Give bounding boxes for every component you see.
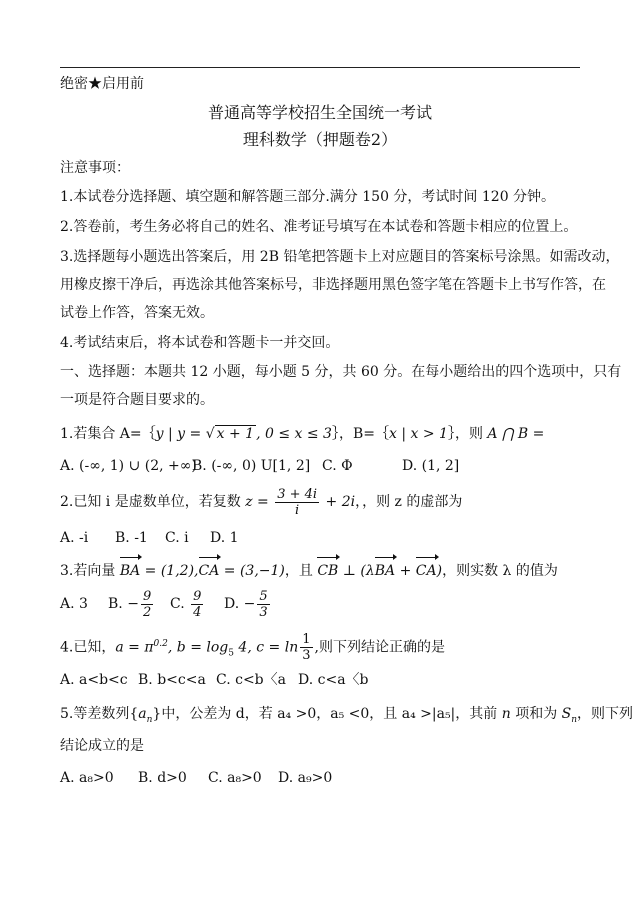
q4-a-exp: 0.2 bbox=[153, 639, 168, 649]
q5-option-c: C. a₈>0 bbox=[208, 770, 262, 786]
q3-post: ，则实数 λ 的值为 bbox=[442, 563, 558, 579]
q3-vector-cb: CB bbox=[317, 558, 338, 584]
exam-subtitle: 理科数学（押题卷2） bbox=[242, 130, 398, 149]
question-1 bbox=[60, 424, 544, 444]
q3-mid: ，且 bbox=[284, 563, 318, 579]
q5-post: ，则下列 bbox=[577, 706, 634, 722]
question-5 bbox=[60, 704, 633, 730]
q2-option-c: C. i bbox=[165, 530, 189, 546]
q5-option-d: D. a₉>0 bbox=[278, 770, 333, 786]
q4-option-b: B. b<c<a bbox=[138, 672, 206, 688]
question-4 bbox=[60, 628, 445, 669]
confidential-label: 绝密★启用前 bbox=[60, 76, 144, 92]
q1-pre: 1.若集合 A=｛ bbox=[60, 426, 156, 442]
note-3a: 3.选择题每小题选出答案后，用 2B 铅笔把答题卡上对应题目的答案标号涂黑。如需改动， bbox=[60, 249, 620, 265]
q3-vector-ba-2: BA bbox=[375, 558, 395, 584]
q5-a-sub: n bbox=[146, 714, 153, 725]
q1-option-a: A. (-∞, 1) ∪ (2, +∞) bbox=[60, 458, 197, 474]
q3-vector-ca-2: CA bbox=[416, 558, 437, 584]
q3-plus: + bbox=[395, 563, 416, 579]
q1-option-d: D. (1, 2] bbox=[402, 458, 460, 474]
q3-c-num: 9 bbox=[193, 588, 202, 604]
q3-c-den: 4 bbox=[193, 604, 202, 620]
q5-s-sub: n bbox=[571, 714, 578, 725]
q2-pre: 2.已知 i 是虚数单位，若复数 bbox=[60, 494, 246, 510]
q3-d-den: 3 bbox=[259, 604, 268, 620]
note-3b: 用橡皮擦干净后，再选涂其他答案标号，非选择题用黑色签字笔在答题卡上书写作答，在 bbox=[60, 277, 606, 293]
notes-heading: 注意事项： bbox=[60, 160, 130, 176]
section-intro-b: 一项是符合题目要求的。 bbox=[60, 392, 214, 408]
q2-option-a: A. -i bbox=[60, 530, 89, 546]
top-rule bbox=[60, 67, 580, 68]
q5-s: S bbox=[561, 706, 572, 722]
q2-tail: + 2i bbox=[321, 494, 356, 510]
q3-perp: ⊥ (λ bbox=[338, 563, 375, 579]
q3-options bbox=[60, 588, 272, 620]
q1-sqrt: x + 1 bbox=[216, 426, 255, 442]
q5-a: a bbox=[138, 706, 147, 722]
q5-mid2: 项和为 bbox=[510, 706, 562, 722]
q1-option-c: C. Φ bbox=[322, 458, 353, 474]
q2-option-b: B. -1 bbox=[115, 530, 148, 546]
section-intro-a: 一、选择题：本题共 12 小题，每小题 5 分，共 60 分。在每小题给出的四个选项中，只有 bbox=[60, 364, 622, 380]
q4-pre: 4.已知， bbox=[60, 639, 116, 656]
q1-option-b: B. (-∞, 0) U[1, 2] bbox=[192, 458, 311, 474]
note-4: 4.考试结束后，将本试卷和答题卡一并交回。 bbox=[60, 335, 340, 351]
q3-option-c-fraction bbox=[191, 589, 203, 620]
q4-c-den: 3 bbox=[302, 648, 311, 664]
q5-option-a: A. a₈>0 bbox=[60, 770, 114, 786]
q3-vector-ca: CA bbox=[199, 558, 220, 584]
q1-post: ｝，则 bbox=[447, 426, 488, 442]
q4-b: , b = log bbox=[167, 639, 229, 656]
note-2: 2.答卷前，考生务必将自己的姓名、准考证号填写在本试卷和答题卡相应的位置上。 bbox=[60, 219, 578, 235]
q3-option-b-label: B. bbox=[108, 596, 123, 612]
q3-option-d bbox=[224, 588, 272, 620]
q5-options bbox=[60, 768, 332, 788]
q1-cond: , 0 ≤ x ≤ 3 bbox=[256, 426, 332, 442]
exam-title: 普通高等学校招生全国统一考试 bbox=[207, 103, 432, 122]
q5-mid: }中，公差为 d，若 a₄ >0，a₅ <0，且 a₄ >|a₅|，其前 bbox=[152, 706, 502, 722]
q3-b-num: 9 bbox=[142, 588, 152, 604]
q2-fraction bbox=[275, 487, 319, 518]
q4-option-a: A. a<b<c bbox=[60, 672, 128, 688]
q5-option-b: B. d>0 bbox=[138, 770, 187, 786]
q4-option-d: D. c<a〈b bbox=[298, 672, 369, 688]
question-3 bbox=[60, 558, 558, 584]
q3-option-d-fraction bbox=[257, 589, 269, 620]
q3-option-d-label: D. bbox=[224, 596, 240, 612]
q3-option-c-label: C. bbox=[170, 596, 185, 612]
q3-ca-value: = (3,−1) bbox=[219, 563, 285, 579]
q2-z: z = bbox=[245, 494, 274, 510]
q3-option-a: A. 3 bbox=[60, 596, 88, 612]
q4-bmid: 4, c = ln bbox=[233, 639, 299, 656]
q3-b-den: 2 bbox=[142, 604, 152, 620]
note-1: 1.本试卷分选择题、填空题和解答题三部分.满分 150 分，考试时间 120 分钟。 bbox=[60, 189, 556, 205]
q1-set-b: x | x > 1 bbox=[389, 426, 448, 442]
note-3c: 试卷上作答，答案无效。 bbox=[60, 305, 214, 321]
question-2 bbox=[60, 486, 462, 518]
q1-options bbox=[60, 456, 459, 476]
q3-pre: 3.若向量 bbox=[60, 563, 120, 579]
q4-c-fraction bbox=[300, 632, 312, 663]
q1-mid: ｝，B=｛ bbox=[331, 426, 389, 442]
q4-c-num: 1 bbox=[302, 632, 311, 648]
q3-option-b bbox=[108, 588, 170, 620]
q2-options bbox=[60, 528, 239, 548]
q2-option-d: D. 1 bbox=[210, 530, 239, 546]
q4-options bbox=[60, 670, 369, 690]
q4-option-c: C. c<b〈a bbox=[216, 672, 286, 688]
q2-post: ，，则 z 的虚部为 bbox=[355, 494, 463, 510]
q3-vector-ba: BA bbox=[120, 558, 140, 584]
q3-d-num: 5 bbox=[259, 588, 268, 604]
q5-n: n bbox=[501, 706, 511, 722]
q2-frac-den: i bbox=[295, 502, 300, 518]
q5-line-2: 结论成立的是 bbox=[60, 738, 144, 754]
q4-a: a = π bbox=[115, 639, 154, 656]
q1-expr: A ⋂ B = bbox=[487, 426, 545, 442]
q3-option-b-fraction bbox=[141, 589, 153, 620]
q1-set-a: y | y = bbox=[155, 426, 206, 442]
sqrt-symbol: √ bbox=[205, 426, 215, 442]
q5-pre: 5.等差数列{ bbox=[60, 706, 139, 722]
q2-frac-num: 3 + 4i bbox=[277, 486, 318, 502]
q3-option-c bbox=[170, 588, 224, 620]
q3-close: ) bbox=[436, 563, 443, 579]
minus-sign: − bbox=[243, 596, 256, 612]
q4-post: ,则下列结论正确的是 bbox=[314, 639, 445, 656]
q4-b-sub: 5 bbox=[228, 648, 234, 659]
q3-ba-value: = (1,2), bbox=[140, 563, 199, 579]
minus-sign: − bbox=[127, 596, 139, 612]
